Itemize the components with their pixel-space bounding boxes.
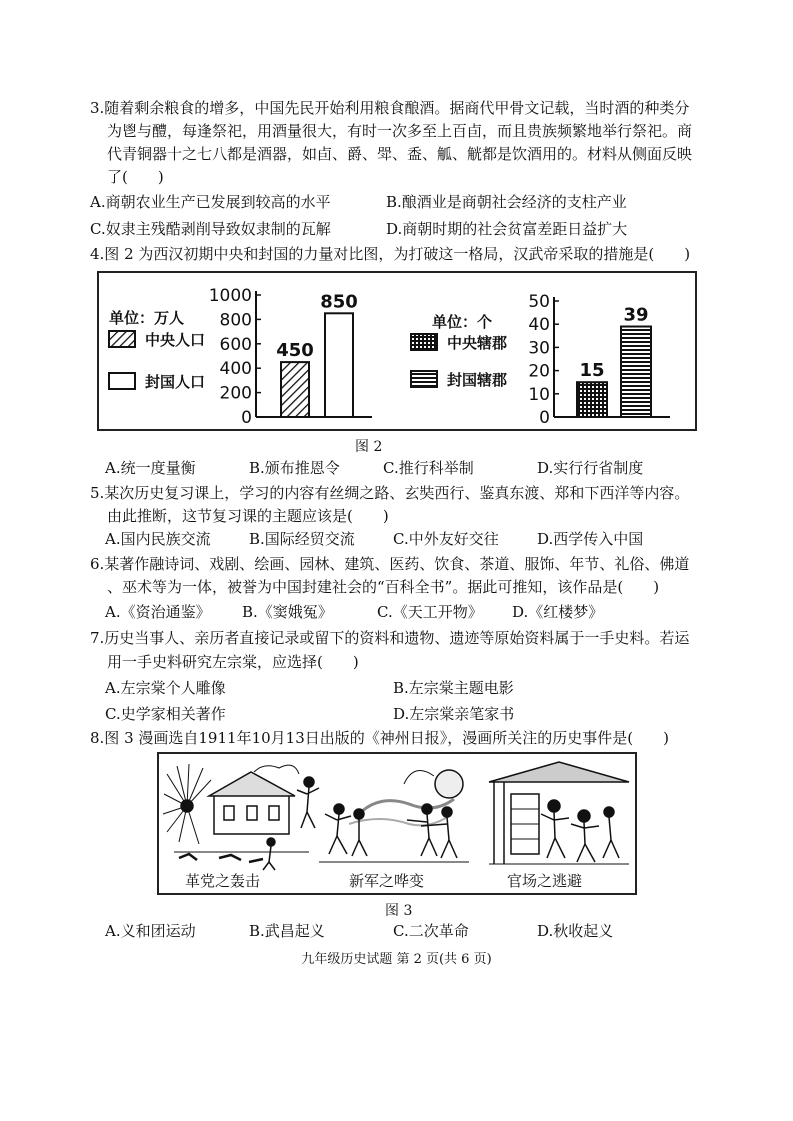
q4-option-a: A.统一度量衡 (105, 459, 196, 477)
y-tick-label: 600 (219, 334, 252, 355)
q8-option-d: D.秋收起义 (537, 922, 614, 940)
q8-option-c: C.二次革命 (393, 922, 469, 940)
chart-population (109, 286, 372, 428)
q3-option-b: B.酿酒业是商朝社会经济的支柱产业 (386, 193, 627, 211)
q6-option-d: D.《红楼梦》 (512, 603, 604, 621)
legend-label: 封国人口 (145, 373, 206, 391)
y-tick-label: 0 (539, 408, 550, 428)
figure-2-bar-charts (97, 271, 697, 431)
q8-option-b: B.武昌起义 (249, 922, 325, 940)
q5-option-b: B.国际经贸交流 (249, 530, 355, 548)
cartoon-panel-2-drawing (319, 770, 469, 862)
q8-stem: 8.图 3 漫画选自1911年10月13日出版的《神州日报》，漫画所关注的历史事件是( ) (90, 729, 669, 747)
page-footer: 九年级历史试题 第 2 页(共 6 页) (301, 952, 492, 967)
bar-中央辖郡 (577, 382, 607, 417)
cartoon-panel-3-title: 官场之逃避 (507, 872, 583, 890)
chart-unit-label: 单位：个 (432, 313, 493, 331)
chart-commanderies (411, 292, 670, 428)
y-tick-label: 200 (219, 383, 252, 404)
q4-option-b: B.颁布推恩令 (249, 459, 340, 477)
q6-option-a: A.《资治通鉴》 (105, 603, 211, 621)
q4-option-c: C.推行科举制 (383, 459, 474, 477)
q5-stem-line-2: 由此推断，这节复习课的主题应该是( ) (107, 507, 389, 525)
q5-option-c: C.中外友好交往 (393, 530, 499, 548)
q5-stem-line-1: 5.某次历史复习课上，学习的内容有丝绸之路、玄奘西行、鉴真东渡、郑和下西洋等内容。 (90, 484, 690, 502)
q5-option-d: D.西学传入中国 (537, 530, 644, 548)
y-tick-label: 50 (528, 292, 550, 312)
figure-2-caption: 图 2 (355, 439, 383, 455)
cartoon-panel-3-drawing (489, 762, 629, 864)
q6-option-b: B.《窦娥冤》 (242, 603, 333, 621)
q3-option-a: A.商朝农业生产已发展到较高的水平 (90, 193, 331, 211)
q6-stem-line-2: 、巫术等为一体，被誉为中国封建社会的“百科全书”。据此可推知，该作品是( ) (107, 578, 660, 596)
bar-value-label: 15 (579, 360, 605, 382)
bar-value-label: 450 (276, 340, 314, 362)
q5-option-a: A.国内民族交流 (105, 530, 211, 548)
q7-option-b: B.左宗棠主题电影 (393, 679, 514, 697)
y-tick-label: 30 (528, 338, 550, 359)
figure-3-caption: 图 3 (385, 903, 413, 919)
cartoon-panel-1-title: 革党之轰击 (185, 872, 261, 890)
q3-stem-line-4: 了( ) (107, 168, 164, 186)
q7-stem-line-1: 7.历史当事人、亲历者直接记录或留下的资料和遗物、遗迹等原始资料属于一手史料。若运 (90, 629, 690, 647)
bar-value-label: 39 (623, 304, 649, 326)
q4-option-d: D.实行行省制度 (537, 459, 644, 477)
q7-option-c: C.史学家相关著作 (105, 705, 226, 723)
q3-option-c: C.奴隶主残酷剥削导致奴隶制的瓦解 (90, 220, 331, 238)
bar-value-label: 850 (320, 291, 358, 313)
y-tick-label: 800 (219, 310, 252, 331)
y-tick-label: 1000 (208, 286, 252, 306)
figure-3-cartoon (157, 752, 637, 895)
q3-stem-line-2: 为鬯与醴，每逢祭祀，用酒量很大，有时一次多至上百卣，而且贵族频繁地举行祭祀。商 (107, 122, 693, 140)
cartoon-panel-1-drawing (163, 764, 319, 870)
bar-封国人口 (325, 313, 353, 417)
legend-swatch (411, 334, 437, 350)
q8-option-a: A.义和团运动 (105, 922, 196, 940)
q7-stem-line-2: 用一手史料研究左宗棠，应选择( ) (107, 653, 359, 671)
q3-stem-line-3: 代青铜器十之七八都是酒器，如卣、爵、斝、盉、觚、觥都是饮酒用的。材料从侧面反映 (107, 145, 693, 163)
bar-中央人口 (281, 362, 309, 417)
figure-2-svg (99, 273, 695, 429)
y-tick-label: 0 (241, 408, 252, 428)
y-tick-label: 400 (219, 359, 252, 380)
q7-option-d: D.左宗棠亲笔家书 (393, 705, 515, 723)
y-tick-label: 40 (528, 315, 550, 336)
legend-label: 中央人口 (145, 331, 206, 349)
legend-label: 中央辖郡 (447, 334, 508, 352)
q7-option-a: A.左宗棠个人雕像 (105, 679, 226, 697)
bar-封国辖郡 (621, 327, 651, 417)
legend-swatch (411, 371, 437, 387)
y-tick-label: 20 (528, 361, 550, 382)
q6-option-c: C.《天工开物》 (377, 603, 483, 621)
legend-swatch (109, 373, 135, 389)
legend-label: 封国辖郡 (447, 371, 508, 389)
q3-stem-line-1: 3.随着剩余粮食的增多，中国先民开始利用粮食酿酒。据商代甲骨文记载，当时酒的种类分 (90, 99, 690, 117)
y-tick-label: 10 (528, 384, 550, 405)
chart-unit-label: 单位：万人 (109, 309, 185, 327)
q4-stem: 4.图 2 为西汉初期中央和封国的力量对比图，为打破这一格局，汉武帝采取的措施是( ) (90, 245, 691, 263)
cartoon-panel-2-title: 新军之哗变 (349, 872, 425, 890)
q3-option-d: D.商朝时期的社会贫富差距日益扩大 (386, 220, 628, 238)
legend-swatch (109, 331, 135, 347)
q6-stem-line-1: 6.某著作融诗词、戏剧、绘画、园林、建筑、医药、饮食、茶道、服饰、年节、礼俗、佛道 (90, 555, 690, 573)
